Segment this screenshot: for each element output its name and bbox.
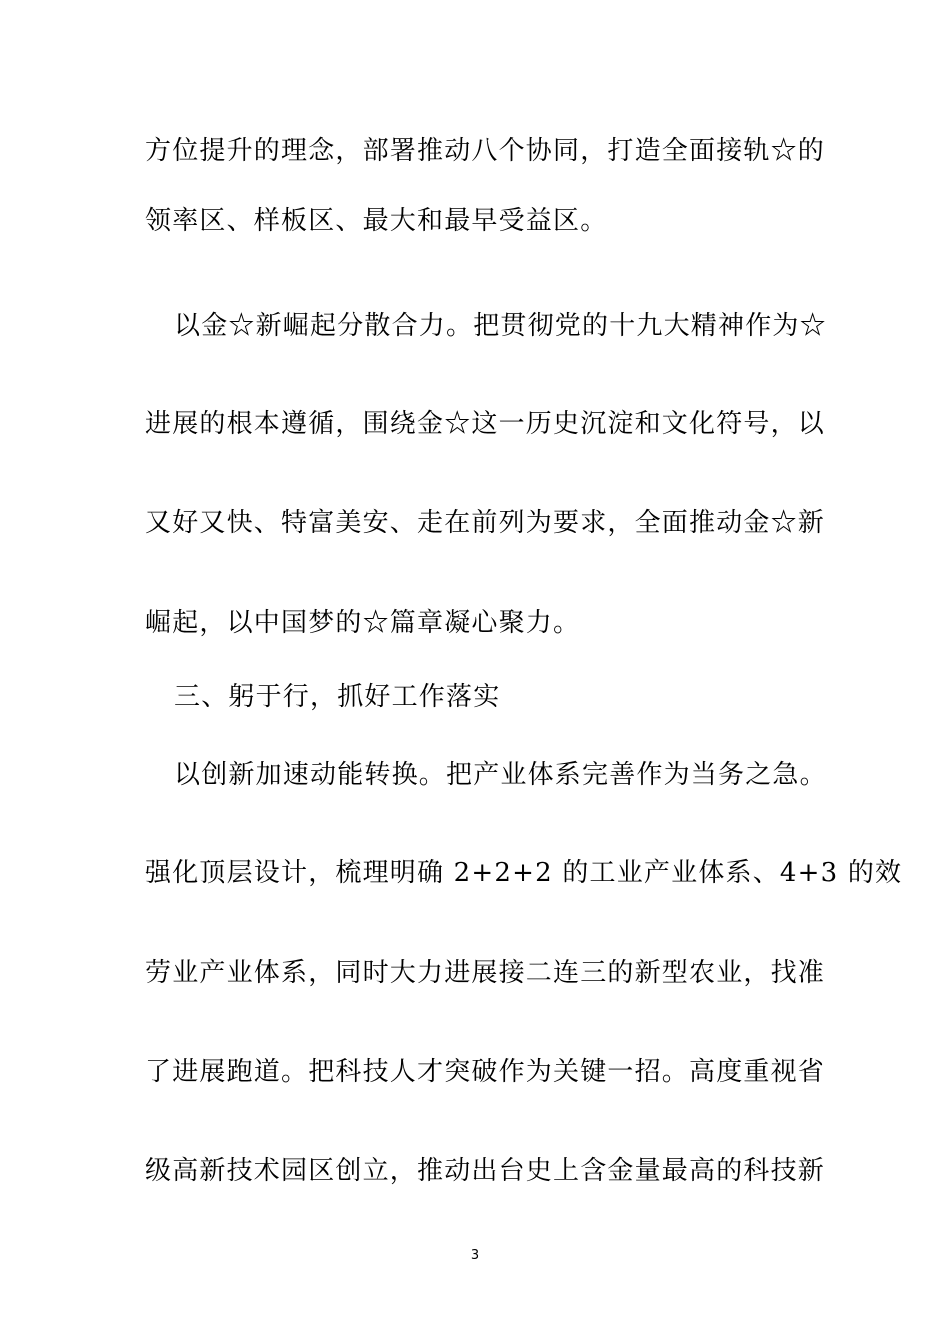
text-line-11: 了进展跑道。把科技人才突破作为关键一招。高度重视省: [145, 1057, 826, 1087]
text-line-2: 领率区、样板区、最大和最早受益区。: [145, 206, 608, 236]
text-line-5: 又好又快、特富美安、走在前列为要求，全面推动金☆新: [145, 508, 826, 538]
text-line-6: 崛起，以中国梦的☆篇章凝心聚力。: [145, 608, 581, 638]
text-line-1: 方位提升的理念，部署推动八个协同，打造全面接轨☆的: [145, 136, 826, 166]
text-line-10: 劳业产业体系，同时大力进展接二连三的新型农业，找准: [145, 958, 826, 988]
text-line-4: 进展的根本遵循，围绕金☆这一历史沉淀和文化符号，以: [145, 409, 826, 439]
text-line-9: 强化顶层设计，梳理明确 2+2+2 的工业产业体系、4+3 的效: [145, 858, 903, 888]
paragraph-start-line-3: 以金☆新崛起分散合力。把贯彻党的十九大精神作为☆: [174, 311, 827, 341]
text-line-12: 级高新技术园区创立，推动出台史上含金量最高的科技新: [145, 1156, 826, 1186]
page-number: 3: [470, 1248, 480, 1263]
paragraph-start-line-8: 以创新加速动能转换。把产业体系完善作为当务之急。: [174, 760, 827, 790]
section-heading: 三、躬于行，抓好工作落实: [174, 682, 501, 712]
